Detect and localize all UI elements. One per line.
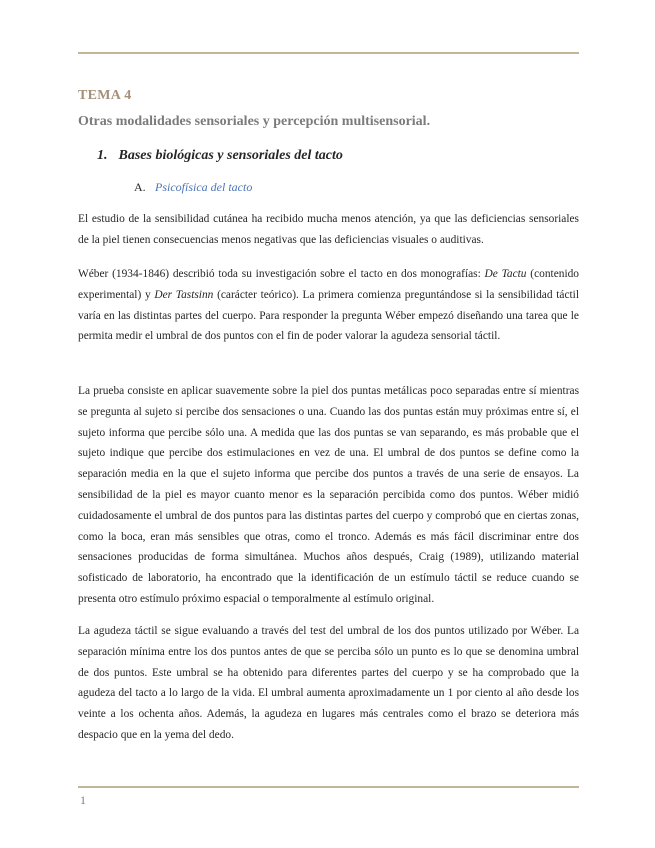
section-heading [97, 148, 343, 164]
paragraph-weber-text-a: Wéber (1934-1846) describió toda su investigación sobre el tacto en dos monografías: [78, 268, 485, 280]
paragraph-intro: El estudio de la sensibilidad cutánea ha recibido mucha menos atención, ya que las deficiencias sensoriales de la piel tienen consecuencias menos negativas que las deficiencias visuales o auditivas. [78, 213, 579, 246]
section-number: 1. [97, 148, 108, 163]
page-number: 1 [80, 793, 86, 807]
subsection-heading [134, 180, 252, 195]
paragraph-agudeza: La agudeza táctil se sigue evaluando a través del test del umbral de los dos puntos utilizado por Wéber. La separación mínima entre los dos puntos antes de que se perciba sólo un punto es lo que se denomina umbral de dos puntos. Este umbral se ha obtenido para diferentes partes del cuerpo y se ha comprobado que la agudeza del tacto a lo largo de la vida. El umbral aumenta aproximadamente un 1 por ciento al año desde los veinte a los ochenta años. Además, la agudeza en lugares más centrales como el brazo se deteriora más despacio que en la yema del dedo. [78, 625, 579, 741]
subsection-title-link[interactable]: Psicofísica del tacto [155, 180, 253, 194]
chapter-subtitle: Otras modalidades sensoriales y percepción multisensorial. [78, 114, 431, 129]
footer-rule [78, 786, 579, 788]
paragraph-weber [78, 264, 579, 347]
paragraph-weber-text-c: (contenido experimental) y [78, 268, 580, 301]
book-title-de-tactu: De Tactu [484, 268, 527, 280]
subsection-letter: A. [134, 180, 146, 194]
header-rule [78, 52, 579, 54]
section-title: Bases biológicas y sensoriales del tacto [118, 148, 343, 163]
paragraph-test: La prueba consiste en aplicar suavemente sobre la piel dos puntas metálicas poco separadas entre sí mientras se pregunta al sujeto si percibe dos sensaciones o una. Cuando las dos puntas están muy próximas entre sí, el sujeto informa que percibe sólo una. A medida que las dos puntas se van separando, es más probable que el sujeto indique que percibe dos estimulaciones en vez de una. El umbral de dos puntos se define como la separación media en la que el sujeto informa que percibe dos puntos a través de una serie de ensayos. La sensibilidad de la piel es mayor cuanto menor es la separación percibida como dos puntos. Wéber midió cuidadosamente el umbral de dos puntos para las distintas partes del cuerpo y comprobó que en ciertas zonas, como la boca, eran más sensibles que otras, como el tronco. Además es más fácil discriminar entre dos sensaciones producidas de forma simultánea. Muchos años después, Craig (1989), utilizando material sofisticado de laboratorio, ha encontrado que la identificación de un estímulo táctil se reduce cuando se presenta otro estímulo próximo espacial o temporalmente al estímulo original. [78, 385, 579, 605]
paragraph-weber-text-e: (carácter teórico). La primera comienza preguntándose si la sensibilidad táctil varía en las distintas partes del cuerpo. Para responder la pregunta Wéber empezó diseñando una tarea que le permita medir el umbral de dos puntos con el fin de poder valorar la agudeza sensorial táctil. [78, 288, 579, 343]
chapter-label: TEMA 4 [78, 88, 132, 103]
book-title-der-tastsinn: Der Tastsinn [154, 288, 214, 301]
